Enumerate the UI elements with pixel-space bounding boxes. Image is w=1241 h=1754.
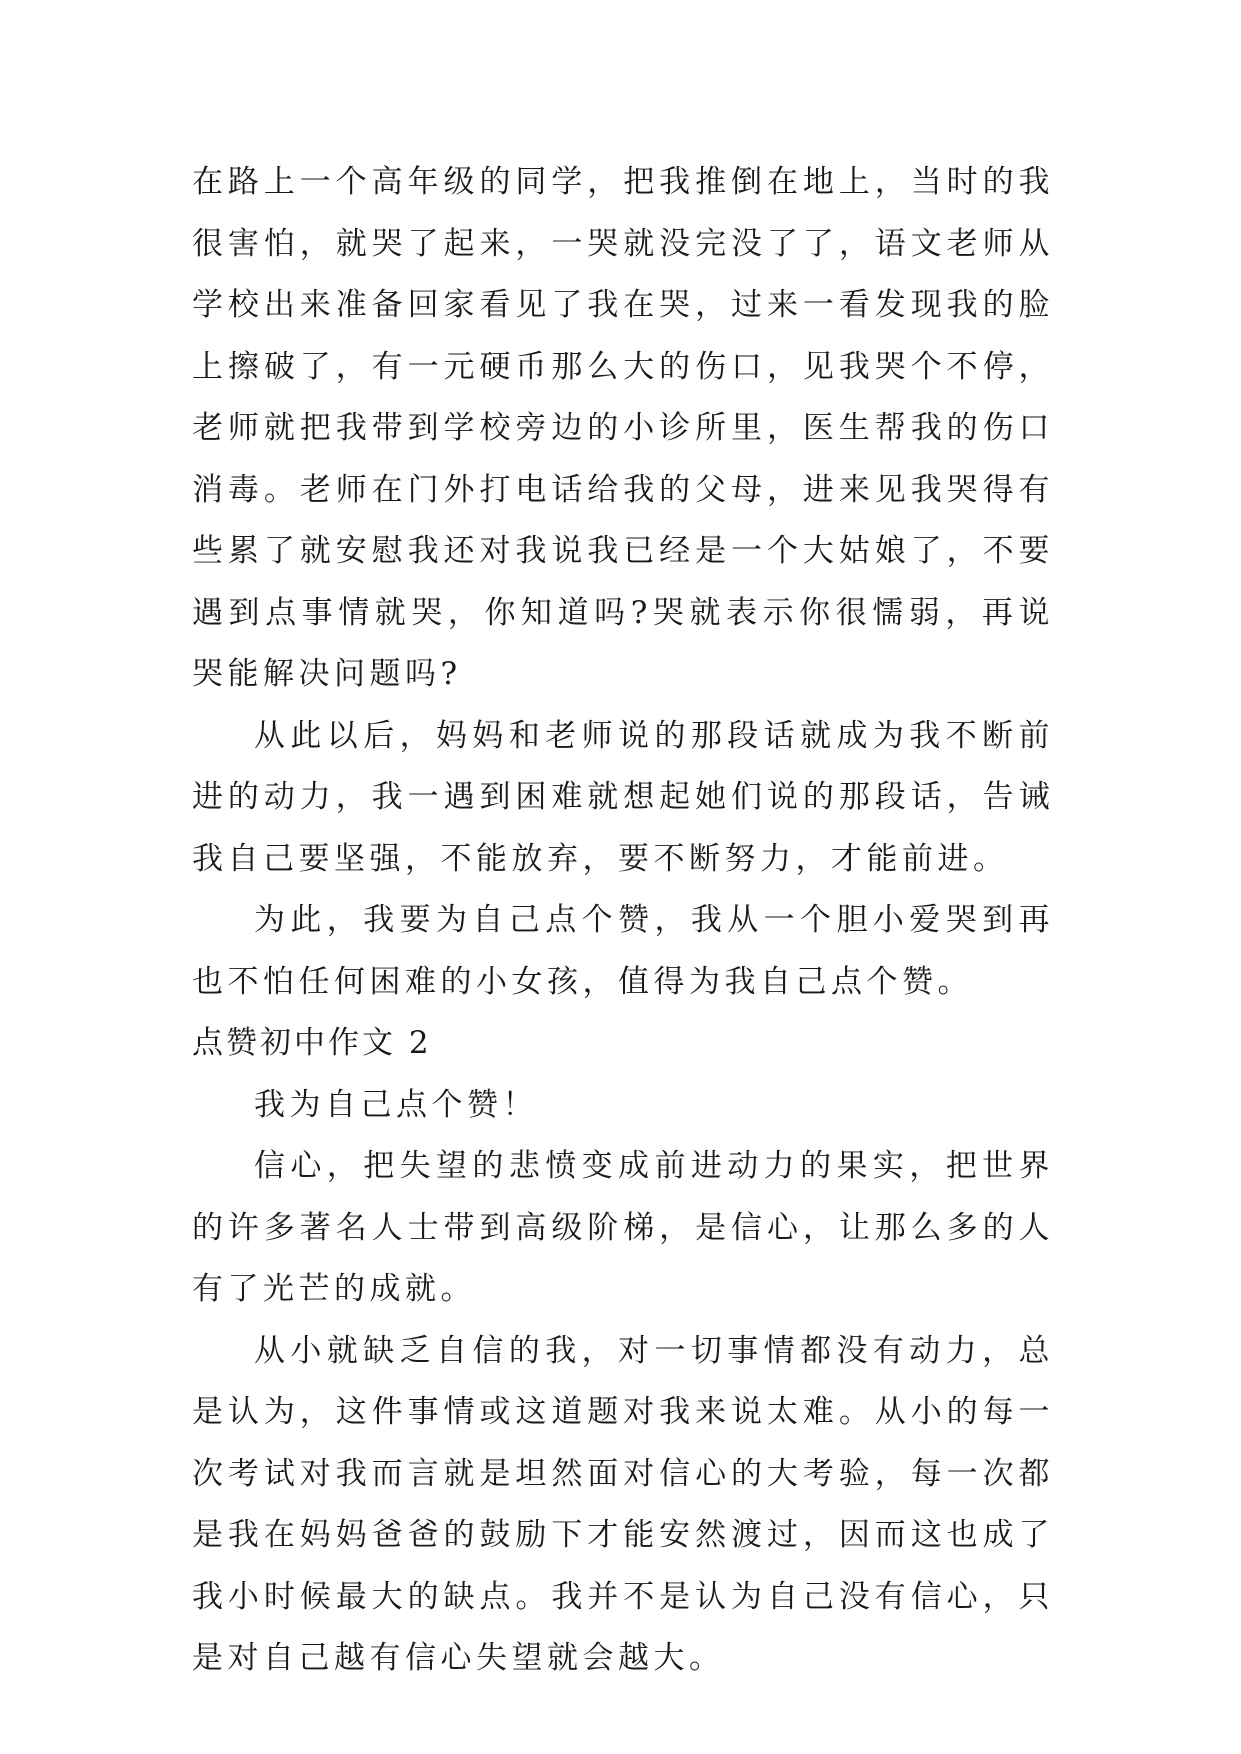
- paragraph-motivation: 从此以后，妈妈和老师说的那段话就成为我不断前进的动力，我一遇到困难就想起她们说的那段话，告诫我自己要坚强，不能放弃，要不断努力，才能前进。: [192, 717, 1054, 877]
- paragraph-confidence: 信心，把失望的悲愤变成前进动力的果实，把世界的许多著名人士带到高级阶梯，是信心，让那么多的人有了光芒的成就。: [192, 1148, 1054, 1307]
- paragraph-self-praise: 为此，我要为自己点个赞，我从一个胆小爱哭到再也不怕任何困难的小女孩，值得为我自己点个赞。: [192, 902, 1054, 1000]
- paragraph-continuation: 在路上一个高年级的同学，把我推倒在地上，当时的我很害怕，就哭了起来，一哭就没完没了了，语文老师从学校出来准备回家看见了我在哭，过来一看发现我的脸上擦破了，有一元硬币那么大的伤口，见我哭个不停，老师就把我带到学校旁边的小诊所里，医生帮我的伤口消毒。老师在门外打电话给我的父母，进来见我哭得有些累了就安慰我还对我说我已经是一个大姑娘了，不要遇到点事情就哭，你知道吗?哭就表示你很懦弱，再说哭能解决问题吗?: [192, 164, 1054, 692]
- section-heading: 点赞初中作文 2: [192, 1025, 432, 1061]
- paragraph-childhood: 从小就缺乏自信的我，对一切事情都没有动力，总是认为，这件事情或这道题对我来说太难。从小的每一次考试对我而言就是坦然面对信心的大考验，每一次都是我在妈妈爸爸的鼓励下才能安然渡过，因而这也成了我小时候最大的缺点。我并不是认为自己没有信心，只是对自己越有信心失望就会越大。: [192, 1332, 1054, 1676]
- paragraph-essay-title: 我为自己点个赞！: [254, 1086, 538, 1123]
- document-body: [192, 152, 1054, 1690]
